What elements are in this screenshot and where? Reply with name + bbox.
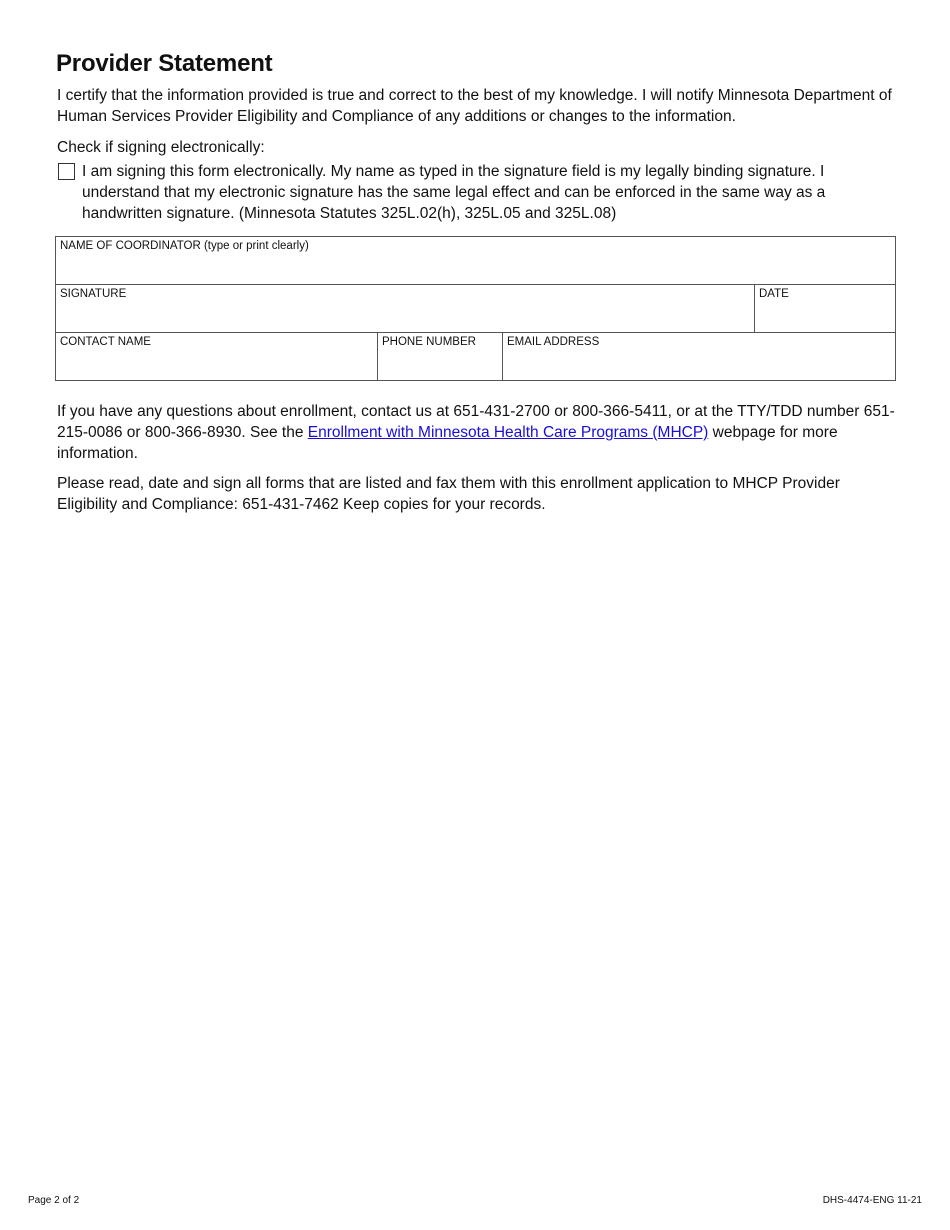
phone-input[interactable] <box>378 348 502 370</box>
contact-text-before: If you have any questions about enrollment, contact us at 651-431-2700 or 800-366-5411, or at the TTY/TDD number 651-215-0086 or 800-366-8930. See the <box>57 403 895 441</box>
signature-label: SIGNATURE <box>60 288 127 300</box>
email-input[interactable] <box>503 348 895 370</box>
contact-name-input[interactable] <box>56 348 377 370</box>
contact-text-after: webpage for more information. <box>57 424 838 462</box>
contact-info <box>57 401 897 464</box>
date-label: DATE <box>759 288 789 300</box>
esign-statement: I am signing this form electronically. My name as typed in the signature field is my legally binding signature. I understand that my electronic signature has the same legal effect and can be enforced in the same way as a handwritten signature. (Minnesota Statutes 325L.02(h), 325L.05 and 325L.08) <box>82 163 826 222</box>
form-code: DHS-4474-ENG 11-21 <box>822 1195 922 1206</box>
signature-form-table <box>55 236 896 381</box>
phone-label: PHONE NUMBER <box>382 336 476 348</box>
date-input[interactable] <box>755 300 895 322</box>
contact-name-cell <box>56 333 378 381</box>
page-title: Provider Statement <box>56 50 273 77</box>
coordinator-name-input[interactable] <box>56 252 895 274</box>
esign-checkbox[interactable] <box>58 163 75 180</box>
signature-input[interactable] <box>56 300 754 322</box>
phone-cell <box>378 333 503 381</box>
signature-cell <box>56 285 755 333</box>
mhcp-enrollment-link[interactable]: Enrollment with Minnesota Health Care Programs (MHCP) <box>307 424 709 441</box>
certification-text: I certify that the information provided is true and correct to the best of my knowledge. I will notify Minnesota Department of Human Services Provider Eligibility and Compliance of any additions or changes to the information. <box>57 87 892 125</box>
contact-name-label: CONTACT NAME <box>60 336 151 348</box>
page-number: Page 2 of 2 <box>28 1195 80 1206</box>
email-cell <box>503 333 896 381</box>
coordinator-label: NAME OF COORDINATOR (type or print clearly) <box>60 240 309 252</box>
esign-prompt: Check if signing electronically: <box>57 139 265 156</box>
instructions-text: Please read, date and sign all forms that are listed and fax them with this enrollment application to MHCP Provider Eligibility and Compliance: 651-431-7462 Keep copies for your records. <box>57 475 840 513</box>
date-cell <box>755 285 896 333</box>
coordinator-cell <box>56 237 896 285</box>
email-label: EMAIL ADDRESS <box>507 336 600 348</box>
